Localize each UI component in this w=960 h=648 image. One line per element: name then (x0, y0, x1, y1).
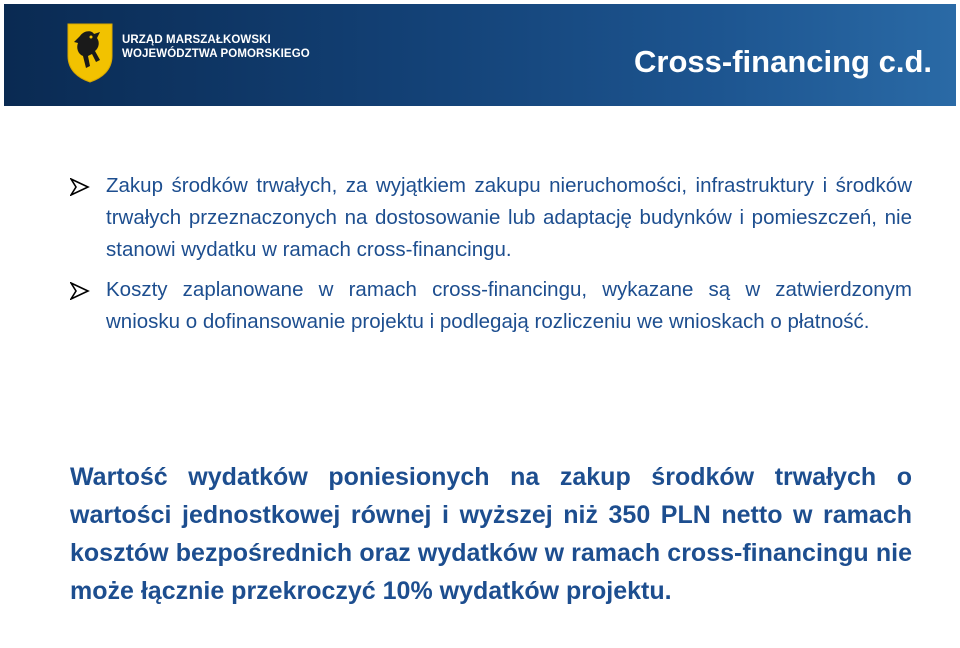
page-title: Cross-financing c.d. (634, 44, 932, 79)
bullet-item (70, 274, 912, 338)
griffin-shield-icon (66, 22, 114, 84)
bullet-item (70, 170, 912, 266)
arrow-bullet-icon (70, 282, 90, 300)
bullet-text: Koszty zaplanowane w ramach cross-financingu, wykazane są w zatwierdzonym wniosku o dofinansowanie projektu i podlegają rozliczeniu we wnioskach o płatność. (106, 278, 912, 333)
highlight-paragraph: Wartość wydatków poniesionych na zakup środków trwałych o wartości jednostkowej równej i wyższej niż 350 PLN netto w ramach kosztów bezpośrednich oraz wydatków w ramach cross-financingu nie może łącznie przekroczyć 10% wydatków projektu. (70, 463, 912, 605)
arrow-bullet-icon (70, 178, 90, 196)
bullet-list (70, 170, 912, 346)
logo-text (122, 34, 310, 61)
header-banner (4, 4, 956, 106)
logo-line-1: URZĄD MARSZAŁKOWSKI (122, 34, 271, 46)
logo-line-2: WOJEWÓDZTWA POMORSKIEGO (122, 47, 310, 60)
bullet-text: Zakup środków trwałych, za wyjątkiem zakupu nieruchomości, infrastruktury i środków trwałych przeznaczonych na dostosowanie lub adaptację budynków i pomieszczeń, nie stanowi wydatku w ramach cross-financingu. (106, 174, 912, 261)
